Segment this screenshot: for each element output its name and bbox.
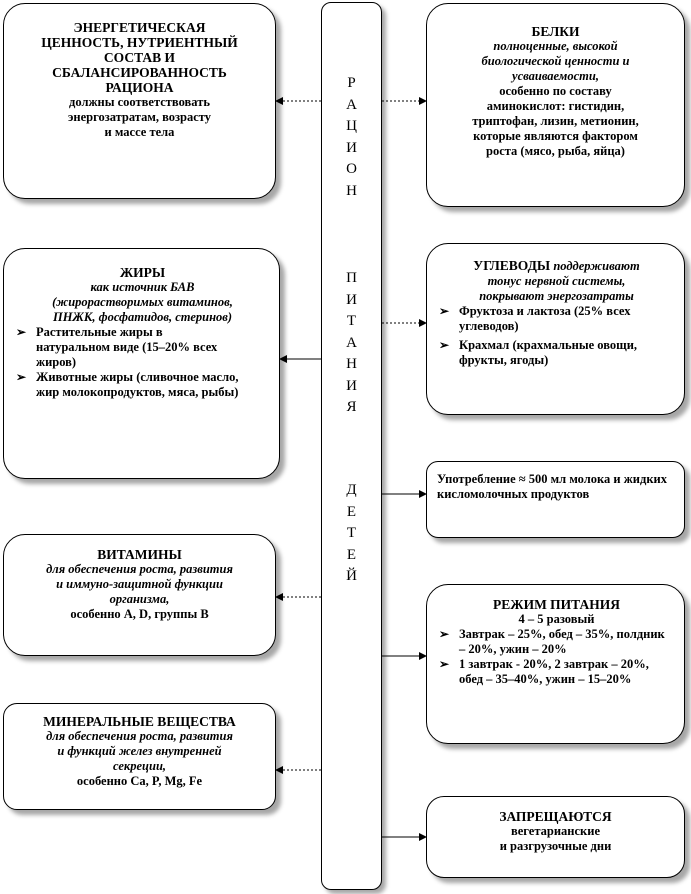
carbs-italic: тонус нервной системы, покрывают энергозатраты [479,274,634,303]
regime-title: РЕЖИМ ПИТАНИЯ [492,597,621,612]
regime-subtitle: 4 – 5 разовый [518,612,595,626]
carbs-box [426,243,685,415]
proteins-body: особенно по составу аминокислот: гистидин, триптофан, лизин, метионин, которые являются фактором роста (мясо, рыба, яйца) [472,84,639,158]
vitamins-title: ВИТАМИНЫ [97,547,182,562]
forbidden-body: вегетарианские и разгрузочные дни [499,824,612,853]
forbidden-title: ЗАПРЕЩАЮТСЯ [499,809,612,824]
carbs-bullet-fructose: ➢ Фруктоза и лактоза (25% всех углеводов) [437,304,652,334]
carbs-italic-inline: поддерживают [553,259,640,273]
milk-box [426,461,685,538]
vitamins-box [3,534,276,656]
center-word-children: Д Е Т Е Й [346,482,357,584]
center-word-ration: Р А Ц И О Н [346,75,357,199]
energy-box [3,3,276,199]
milk-text: Употребление ≈ 500 мл молока и жидких кисломолочных продуктов [437,472,667,501]
energy-body: должны соответствовать энергозатратам, возрасту и массе тела [67,95,212,139]
fats-box [3,248,280,479]
proteins-italic: полноценные, высокой биологической ценности и усваиваемости, [481,39,630,83]
vitamins-body: особенно A, D, группы B [70,607,209,621]
carbs-title-line [437,258,676,274]
minerals-italic: для обеспечения роста, развития и функций желез внутренней секреции, [46,729,233,773]
carbs-bullet-starch: ➢ Крахмал (крахмальные овощи, фрукты, ягоды) [437,338,652,368]
fats-bullets [14,325,239,400]
proteins-title: БЕЛКИ [531,24,580,39]
center-word-nutrition: П И Т А Н И Я [346,270,357,415]
center-bar [321,2,382,890]
regime-bullet-4meals: ➢ Завтрак – 25%, обед – 35%, полдник – 20%, ужин – 20% [437,627,665,657]
carbs-bullets [437,304,652,368]
minerals-body: особенно Ca, P, Mg, Fe [76,774,203,788]
energy-title: ЭНЕРГЕТИЧЕСКАЯ ЦЕННОСТЬ, НУТРИЕНТНЫЙ СОСТАВ И СБАЛАНСИРОВАННОСТЬ РАЦИОНА [41,20,238,95]
forbidden-box [426,796,685,878]
regime-bullet-5meals: ➢ 1 завтрак - 20%, 2 завтрак – 20%, обед – 35–40%, ужин – 15–20% [437,657,665,687]
fats-bullet-animal: ➢ Животные жиры (сливочное масло, жир молокопродуктов, мяса, рыбы) [14,370,239,400]
fats-bullet-plant: ➢ Растительные жиры в натуральном виде (15–20% всех жиров) [14,325,239,370]
fats-title: ЖИРЫ [119,265,166,280]
vitamins-italic: для обеспечения роста, развития и иммуно-защитной функции организма, [46,562,233,606]
proteins-box [426,3,685,207]
fats-italic: как источник БАВ (жирорастворимых витаминов, ПНЖК, фосфатидов, стеринов) [52,280,233,324]
regime-box [426,584,685,744]
minerals-box [3,703,276,810]
minerals-title: МИНЕРАЛЬНЫЕ ВЕЩЕСТВА [43,714,236,729]
carbs-title: УГЛЕВОДЫ [473,258,551,273]
regime-bullets [437,627,665,687]
